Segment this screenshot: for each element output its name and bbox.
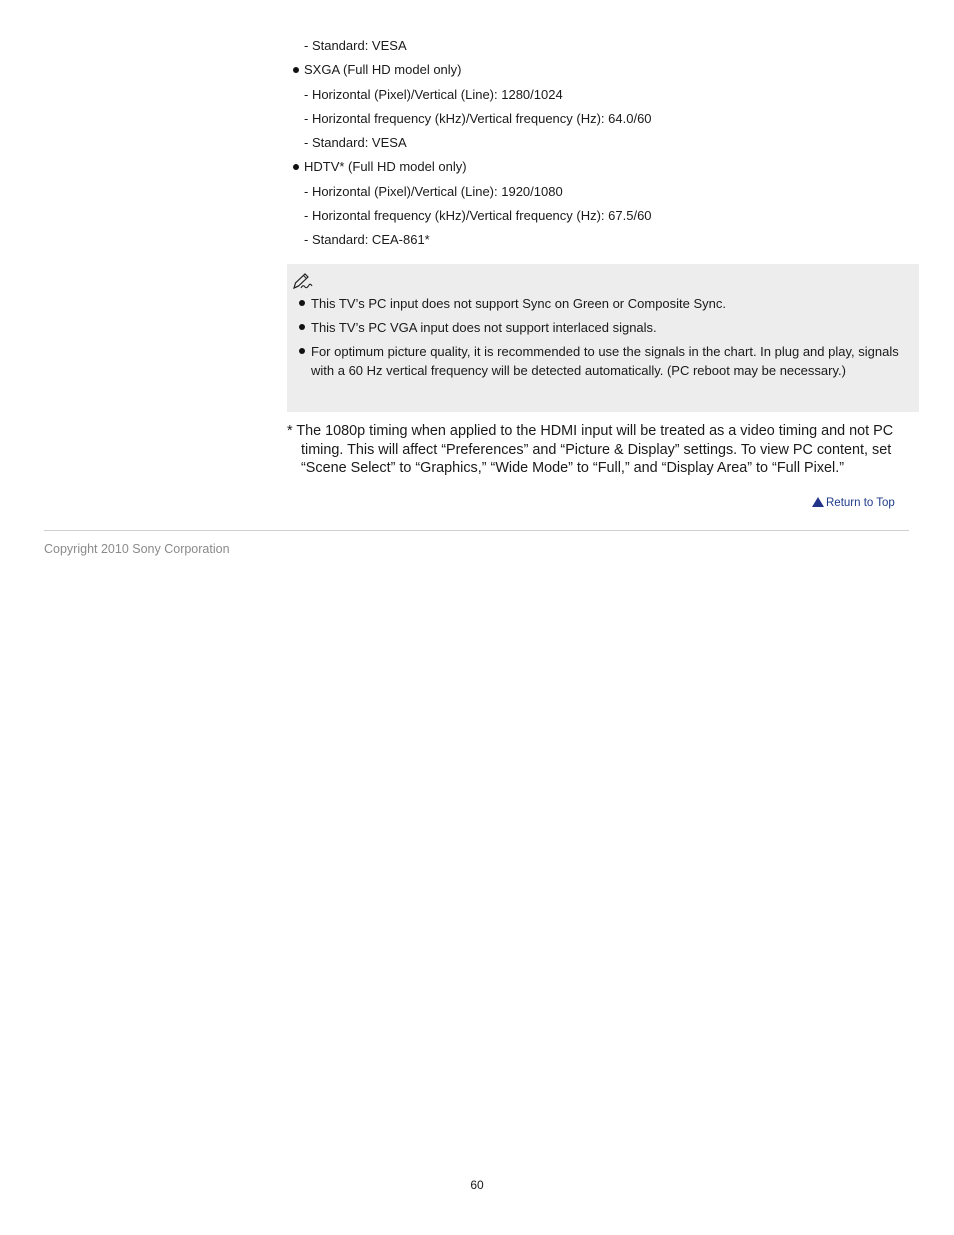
note-text: This TV’s PC VGA input does not support interlaced signals. bbox=[311, 320, 657, 335]
note-box bbox=[287, 264, 919, 412]
spec-detail bbox=[287, 232, 919, 248]
bullet-icon bbox=[299, 348, 305, 354]
spec-detail bbox=[287, 184, 919, 200]
spec-text: - Standard: VESA bbox=[304, 135, 407, 151]
bullet-icon bbox=[299, 324, 305, 330]
footer-divider bbox=[44, 530, 909, 531]
spec-text: SXGA (Full HD model only) bbox=[304, 62, 462, 78]
spec-text: HDTV* (Full HD model only) bbox=[304, 159, 467, 175]
footnote: * The 1080p timing when applied to the HDMI input will be treated as a video timing and not PC timing. This will affect “Preferences” and “Picture & Display” settings. To view PC content, set “Scene Select” to “Graphics,” “Wide Mode” to “Full,” and “Display Area” to “Full Pixel.” bbox=[287, 423, 894, 476]
bullet-icon bbox=[299, 300, 305, 306]
spec-detail bbox=[287, 87, 919, 103]
note-item bbox=[287, 318, 919, 337]
note-text: For optimum picture quality, it is recommended to use the signals in the chart. In plug and play, signals with a 60 Hz vertical frequency will be detected automatically. (PC reboot may be necessary.) bbox=[311, 344, 899, 378]
spec-detail bbox=[287, 38, 919, 54]
return-to-top-link[interactable] bbox=[812, 495, 895, 511]
spec-text: - Standard: CEA-861* bbox=[304, 232, 430, 248]
spec-heading bbox=[287, 159, 919, 175]
spec-text: - Horizontal frequency (kHz)/Vertical frequency (Hz): 67.5/60 bbox=[304, 208, 652, 224]
note-item bbox=[287, 342, 919, 380]
note-pencil-icon bbox=[292, 272, 314, 290]
spec-heading bbox=[287, 62, 919, 78]
up-triangle-icon bbox=[812, 497, 824, 507]
note-text: This TV’s PC input does not support Sync on Green or Composite Sync. bbox=[311, 296, 727, 311]
note-item bbox=[287, 294, 919, 313]
spec-text: - Horizontal (Pixel)/Vertical (Line): 1280/1024 bbox=[304, 86, 563, 102]
spec-detail bbox=[287, 111, 919, 127]
note-list bbox=[287, 294, 919, 385]
page-number: 60 bbox=[470, 1178, 484, 1192]
spec-text: - Horizontal frequency (kHz)/Vertical frequency (Hz): 64.0/60 bbox=[304, 110, 652, 126]
spec-detail bbox=[287, 135, 919, 151]
return-to-top-label: Return to Top bbox=[826, 497, 895, 509]
spec-list bbox=[287, 38, 919, 257]
bullet-icon bbox=[293, 164, 299, 170]
spec-text: - Standard: VESA bbox=[304, 38, 407, 53]
spec-text: - Horizontal (Pixel)/Vertical (Line): 1920/1080 bbox=[304, 183, 563, 199]
bullet-icon bbox=[293, 67, 299, 73]
spec-detail bbox=[287, 208, 919, 224]
copyright: Copyright 2010 Sony Corporation bbox=[44, 542, 230, 556]
